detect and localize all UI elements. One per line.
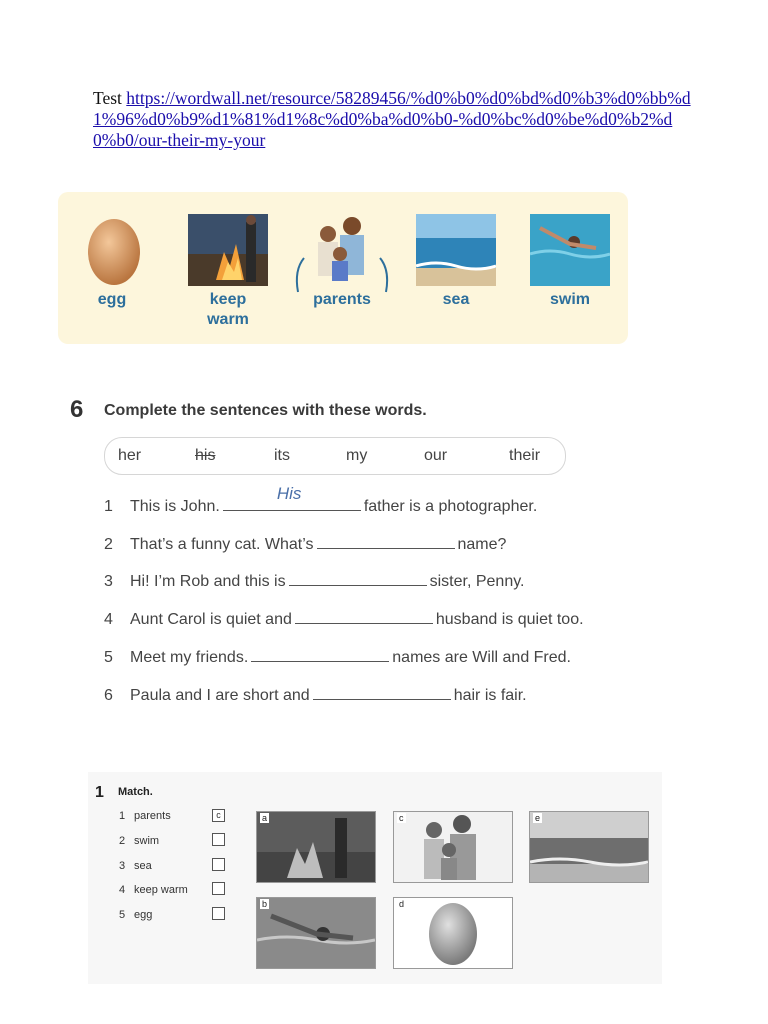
match-item-number: 4 <box>119 884 126 896</box>
photo-letter: d <box>399 899 405 909</box>
photo-letter: e <box>535 813 541 823</box>
sentence-before: Meet my friends. <box>130 649 249 666</box>
sentence-row <box>104 685 527 705</box>
answer-blank[interactable] <box>223 484 361 511</box>
test-link-line <box>93 88 693 151</box>
sentence-row <box>104 571 524 591</box>
photo-a-campfire <box>256 811 376 883</box>
sentence-after: father is a photographer. <box>363 498 538 515</box>
photo-d-egg <box>393 897 513 969</box>
word-my: my <box>346 447 368 464</box>
match-item-label: keep warm <box>134 884 188 896</box>
match-item-label: swim <box>134 835 160 847</box>
answer-blank[interactable] <box>295 609 433 624</box>
answer-blank[interactable] <box>251 647 389 662</box>
photo-letter: a <box>262 813 268 823</box>
egg-photo <box>86 216 142 286</box>
campfire-photo <box>188 214 268 286</box>
match-item-number: 1 <box>119 810 126 822</box>
match-item-number: 3 <box>119 860 126 872</box>
sea-photo <box>416 214 496 286</box>
vocab-label-egg: egg <box>97 291 127 308</box>
vocab-label-sea: sea <box>442 291 470 308</box>
sentence-before: That’s a funny cat. What’s <box>130 536 314 553</box>
sentence-row <box>104 609 584 629</box>
sentence-after: hair is fair. <box>453 687 527 704</box>
sentence-before: Hi! I’m Rob and this is <box>130 573 286 590</box>
swimmer-photo <box>530 214 610 286</box>
answer-blank[interactable] <box>317 534 455 549</box>
sentence-row <box>104 647 571 667</box>
match-item-label: sea <box>134 860 152 872</box>
sentence-number: 3 <box>104 573 113 590</box>
exercise-6-title: Complete the sentences with these words. <box>104 402 427 419</box>
word-their: their <box>509 447 541 464</box>
match-checkbox[interactable] <box>212 858 225 871</box>
sentence-row <box>104 484 538 516</box>
photo-letter: c <box>399 813 404 823</box>
sentence-after: husband is quiet too. <box>435 611 584 628</box>
sentence-before: Paula and I are short and <box>130 687 310 704</box>
handwritten-answer: His <box>276 484 302 503</box>
sentence-number: 6 <box>104 687 113 704</box>
match-item-label: parents <box>134 810 171 822</box>
test-label: Test <box>93 88 122 108</box>
vocab-label-keep-warm <box>188 290 268 330</box>
word-its: its <box>274 447 290 464</box>
vocab-label-swim: swim <box>549 291 590 308</box>
vocab-label-parents: parents <box>313 291 371 308</box>
exercise-1-number: 1 <box>95 784 104 801</box>
vocabulary-banner <box>58 192 628 344</box>
answer-blank[interactable] <box>313 685 451 700</box>
wordwall-link[interactable]: https://wordwall.net/resource/58289456/%d0%b0%d0%bd%d0%b3%d0%bb%d1%96%d0%b9%d1%81%d1%8c%d0%ba%d0%b0-%d0%bc%d0%be%d0%b2%d0%b0/our-their-my-your <box>93 88 691 150</box>
match-item-label: egg <box>134 909 153 921</box>
photo-e-sea <box>529 811 649 883</box>
keep-warm-text: keep warm <box>207 291 249 328</box>
photo-c-family <box>393 811 513 883</box>
sentence-number: 2 <box>104 536 113 553</box>
sentence-number: 1 <box>104 498 113 515</box>
sentence-row <box>104 534 506 554</box>
exercise-1-title: Match. <box>118 786 153 798</box>
sentence-number: 4 <box>104 611 113 628</box>
match-exercise <box>88 772 662 984</box>
sentence-after: names are Will and Fred. <box>392 649 571 666</box>
word-her: her <box>118 447 142 464</box>
match-checkbox[interactable] <box>212 907 225 920</box>
sentence-number: 5 <box>104 649 113 666</box>
word-bank <box>104 437 566 475</box>
word-his-crossed: his <box>195 447 216 464</box>
answer-blank[interactable] <box>289 571 427 586</box>
exercise-6-number: 6 <box>70 396 84 423</box>
match-checkbox[interactable]: c <box>212 809 225 822</box>
photo-b-swimmer <box>256 897 376 969</box>
word-our: our <box>424 447 448 464</box>
match-item-number: 5 <box>119 909 126 921</box>
sentence-before: This is John. <box>130 498 220 515</box>
match-item-number: 2 <box>119 835 126 847</box>
match-checkbox[interactable] <box>212 882 225 895</box>
match-checkbox[interactable] <box>212 833 225 846</box>
sentence-after: name? <box>457 536 507 553</box>
photo-letter: b <box>262 899 268 909</box>
sentence-before: Aunt Carol is quiet and <box>130 611 292 628</box>
sentence-after: sister, Penny. <box>429 573 525 590</box>
